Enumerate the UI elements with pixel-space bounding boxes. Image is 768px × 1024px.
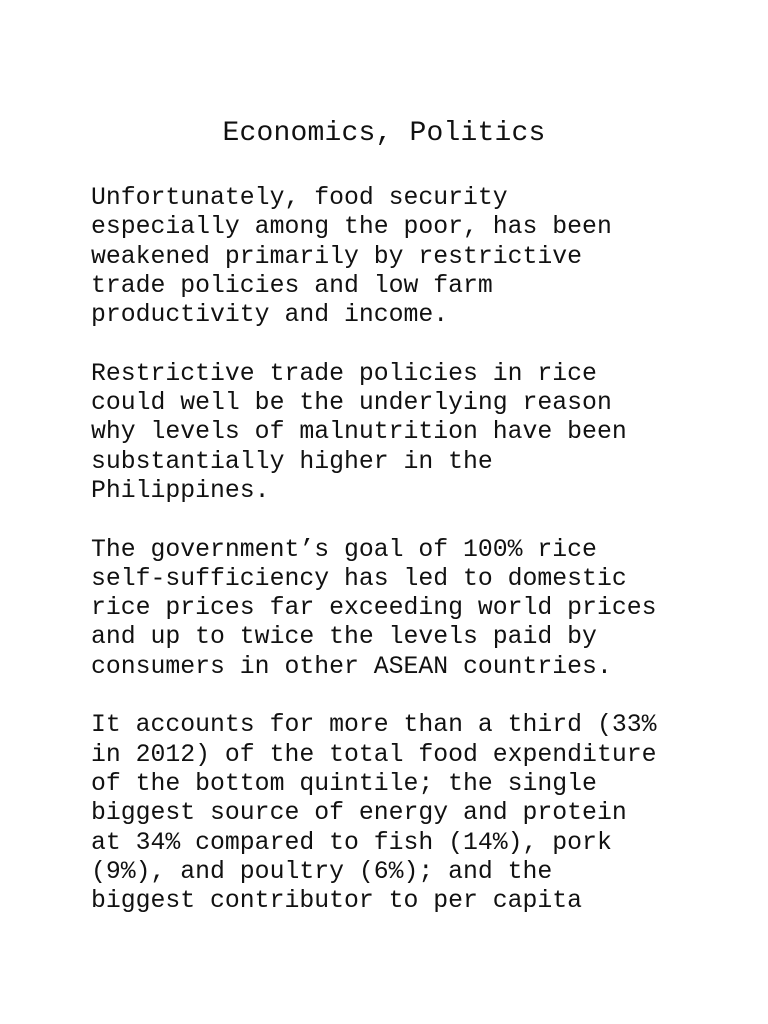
paragraph-3 (91, 536, 731, 682)
document-body (91, 184, 731, 946)
text-line: of the bottom quintile; the single (91, 769, 597, 798)
text-line: could well be the underlying reason (91, 389, 612, 418)
text-line: It accounts for more than a third (33% (91, 711, 657, 740)
text-line: Restrictive trade policies in rice (91, 359, 597, 388)
text-line: especially among the poor, has been (91, 213, 612, 242)
text-line: Unfortunately, food security (91, 184, 508, 212)
text-line: productivity and income. (91, 301, 449, 330)
text-line: in 2012) of the total food expenditure (91, 740, 657, 769)
text-line: rice prices far exceeding world prices (91, 594, 657, 623)
paragraph-2 (91, 360, 731, 506)
page-title: Economics, Politics (222, 118, 546, 149)
text-line: and up to twice the levels paid by (91, 623, 597, 652)
paragraph-1 (91, 184, 731, 330)
text-line: weakened primarily by restrictive (91, 242, 583, 271)
text-line: biggest contributor to per capita (91, 887, 583, 916)
text-line: substantially higher in the (91, 447, 493, 476)
text-line: self-sufficiency has led to domestic (91, 564, 627, 593)
text-line: consumers in other ASEAN countries. (91, 652, 612, 681)
paragraph-4 (91, 711, 731, 916)
text-line: trade policies and low farm (91, 271, 493, 300)
text-line: (9%), and poultry (6%); and the (91, 857, 553, 886)
text-line: why levels of malnutrition have been (91, 418, 627, 447)
text-line: biggest source of energy and protein (91, 799, 627, 828)
text-line: Philippines. (91, 476, 270, 505)
text-line: The government’s goal of 100% rice (91, 535, 597, 564)
text-line: at 34% compared to fish (14%), pork (91, 828, 612, 857)
